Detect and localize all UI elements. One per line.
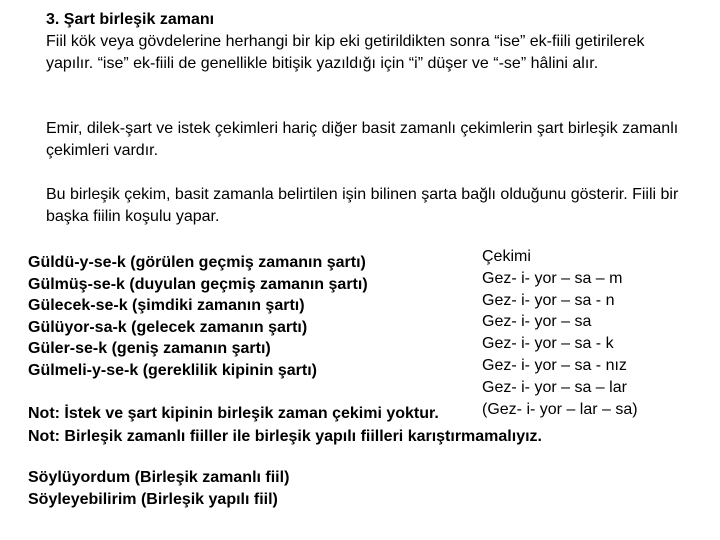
paragraph-definition: Fiil kök veya gövdelerine herhangi bir kip eki getirildikten sonra “ise” ek-fiili getirilerek yapılır. “ise” ek-fiili de genellikle bitişik yazıldığı için “i” düşer ve “-se” hâlini alır. [46, 33, 645, 72]
example-item: Güler-se-k (geniş zamanın şartı) [28, 340, 271, 357]
conjugation-row: Gez- i- yor – sa - n [482, 291, 615, 309]
conjugation-row: Gez- i- yor – sa [482, 313, 592, 331]
comparison-item: Söyleyebilirim (Birleşik yapılı fiil) [28, 491, 278, 508]
conjugation-row: Gez- i- yor – sa - k [482, 335, 614, 353]
conjugation-row: (Gez- i- yor – lar – sa) [482, 400, 638, 418]
example-item: Gülmeli-y-se-k (gereklilik kipinin şartı) [28, 361, 317, 379]
section-heading: 3. Şart birleşik zamanı [46, 11, 215, 28]
conjugation-list [482, 246, 712, 420]
paragraph-meaning: Bu birleşik çekim, basit zamanla belirtilen işin bilinen şarta bağlı olduğunu gösterir. Fiili bir başka fiilin koşulu yapar. [46, 186, 679, 225]
conjugation-row: Gez- i- yor – sa – lar [482, 378, 627, 396]
example-item: Gülecek-se-k (şimdiki zamanın şartı) [28, 297, 305, 314]
paragraph-scope: Emir, dilek-şart ve istek çekimleri hariç diğer basit zamanlı çekimlerin şart birleşik zamanlı çekimleri vardır. [46, 120, 679, 159]
conjugation-row: Gez- i- yor – sa - nız [482, 356, 627, 374]
note-birlesik: Not: Birleşik zamanlı fiiller ile birleşik yapılı fiilleri karıştırmamalıyız. [28, 428, 542, 445]
example-list [28, 252, 468, 381]
note-istek-sart: Not: İstek ve şart kipinin birleşik zaman çekimi yoktur. [28, 405, 439, 422]
example-item: Gülüyor-sa-k (gelecek zamanın şartı) [28, 318, 308, 336]
comparison-item: Söylüyordum (Birleşik zamanlı fiil) [28, 469, 290, 486]
comparison-examples [28, 467, 289, 511]
conjugation-title: Çekimi [482, 248, 531, 265]
conjugation-row: Gez- i- yor – sa – m [482, 269, 623, 287]
example-item: Güldü-y-se-k (görülen geçmiş zamanın şartı) [28, 254, 366, 271]
example-item: Gülmüş-se-k (duyulan geçmiş zamanın şartı) [28, 275, 368, 293]
